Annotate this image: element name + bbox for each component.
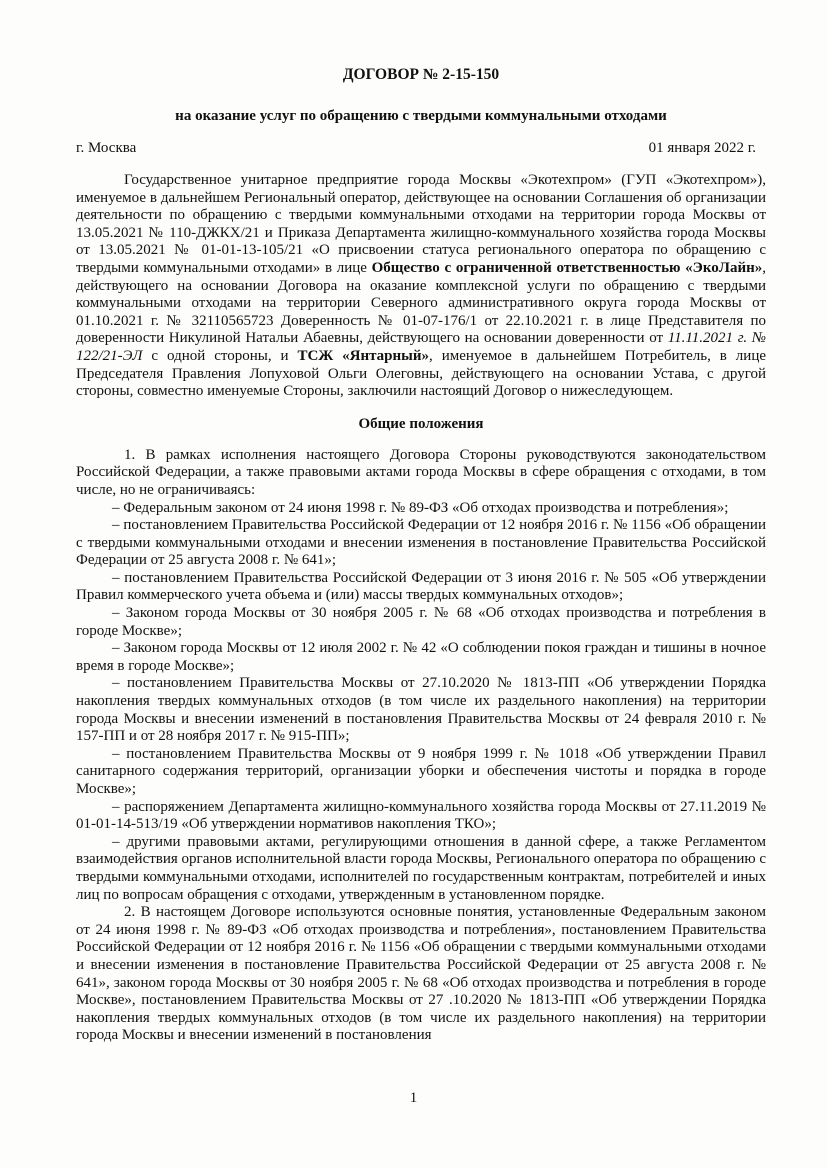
consumer-name: ТСЖ «Янтарный» [297, 347, 430, 364]
clause-1-bullet: – Законом города Москвы от 12 июля 2002 г. № 42 «О соблюдении покоя граждан и тишины в ночное время в городе Москве»; [76, 640, 766, 674]
clause-1-bullet: – постановлением Правительства Российской Федерации от 12 ноября 2016 г. № 1156 «Об обращении с твердыми коммунальными отходами и внесении изменения в постановление Правительства Российской Федерации от 25 августа 2008 г. № 641»; [76, 517, 766, 569]
clause-1-intro: 1. В рамках исполнения настоящего Договора Стороны руководствуются законодательством Российской Федерации, а также правовыми актами города Москвы в сфере обращения с отходами, в том числе, но не ограничиваясь: [76, 446, 766, 498]
intro-paragraph [76, 172, 766, 401]
section-heading-general: Общие положения [358, 415, 484, 432]
page-number: 1 [409, 1090, 418, 1106]
clause-1-bullet: – Федеральным законом от 24 июня 1998 г. № 89-ФЗ «Об отходах производства и потребления»; [112, 499, 729, 516]
contractor-name: Общество с ограниченной ответственностью «ЭкоЛайн» [371, 259, 763, 276]
contract-subtitle: на оказание услуг по обращению с твердыми коммунальными отходами [175, 108, 667, 124]
contract-title: ДОГОВОР № 2-15-150 [342, 66, 500, 83]
clause-1-bullet: – другими правовыми актами, регулирующими отношения в данной сфере, а также Регламентом взаимодействия органов исполнительной власти города Москвы, Регионального оператора по обращению с твердыми коммунальными отходами, исполнителей по государственным контрактам, потребителей и иных лиц по вопросам обращения с отходами, утвержденным в установленном порядке. [76, 833, 766, 903]
place-date-row [76, 139, 766, 157]
power-of-attorney-ref: 11.11.2021 г. № 122/21-ЭЛ [76, 330, 766, 364]
intro-text-part3: с одной стороны, и [142, 347, 298, 364]
intro-text-part1: Государственное унитарное предприятие города Москвы «Экотехпром» (ГУП «Экотехпром»), именуемое в дальнейшем Региональный оператор, действующее на основании Соглашения об организации деятельности по обращению с твердыми коммунальными отходами на территории города Москвы от 13.05.2021 № 110-ДЖКХ/21 и Приказа Департамента жилищно-коммунального хозяйства города Москвы от 13.05.2021 № 01-01-13-105/21 «О присвоении статуса регионального оператора по обращению с твердыми коммунальными отходами» в лице [76, 172, 766, 276]
contract-city: г. Москва [76, 140, 137, 156]
document-body [76, 66, 766, 1045]
clause-1-bullet: – распоряжением Департамента жилищно-коммунального хозяйства города Москвы от 27.11.2019 № 01-01-14-513/19 «Об утверждении нормативов накопления ТКО»; [76, 798, 766, 833]
intro-text-part2: , действующего на основании Договора на оказание комплексной услуги по обращению с твердыми коммунальными отходами на территории Северного административного округа города Москвы от 01.10.2021 г. № 32110565723 Доверенность № 01-07-176/1 от 22.10.2021 г. в лице Представителя по доверенности Никулиной Натальи Абаевны, действующего на основании доверенности от [76, 259, 766, 347]
clause-1-bullet: – Законом города Москвы от 30 ноября 2005 г. № 68 «Об отходах производства и потребления в городе Москве»; [76, 605, 766, 639]
clause-2: 2. В настоящем Договоре используются основные понятия, установленные Федеральным законом от 24 июня 1998 г. № 89-ФЗ «Об отходах производства и потребления», постановлением Правительства Российской Федерации от 12 ноября 2016 г. № 1156 «Об обращении с твердыми коммунальными отходами и внесении изменения в постановление Правительства Российской Федерации от 25 августа 2008 г. № 641», законом города Москвы от 30 ноября 2005 г. № 68 «Об отходах производства и потребления в городе Москве», постановлением Правительства Москвы от 27 .10.2020 № 1813-ПП «Об утверждении Порядка накопления твердых коммунальных отходов (в том числе их раздельного накопления) на территории города Москвы и внесении изменений в постановления [76, 904, 766, 1044]
clause-1-bullet: – постановлением Правительства Российской Федерации от 3 июня 2016 г. № 505 «Об утверждении Правил коммерческого учета объема и (или) массы твердых коммунальных отходов»; [76, 569, 766, 604]
contract-date: 01 января 2022 г. [648, 140, 756, 156]
clause-1-bullet: – постановлением Правительства Москвы от 27.10.2020 № 1813-ПП «Об утверждении Порядка накопления твердых коммунальных отходов (в том числе их раздельного накопления) на территории города Москвы и внесении изменений в постановления Правительства Москвы от 24 февраля 2010 г. № 157-ПП и от 28 ноября 2017 г. № 915-ПП»; [76, 675, 766, 745]
clause-1-bullet: – постановлением Правительства Москвы от 9 ноября 1999 г. № 1018 «Об утверждении Правил санитарного содержания территорий, организации уборки и обеспечения чистоты и порядка в городе Москве»; [76, 745, 766, 797]
intro-text-part4: , именуемое в дальнейшем Потребитель, в лице Председателя Правления Лопуховой Ольги Олеговны, действующего на основании Устава, с другой стороны, совместно именуемые Стороны, заключили настоящий Договор о нижеследующем. [76, 347, 766, 400]
